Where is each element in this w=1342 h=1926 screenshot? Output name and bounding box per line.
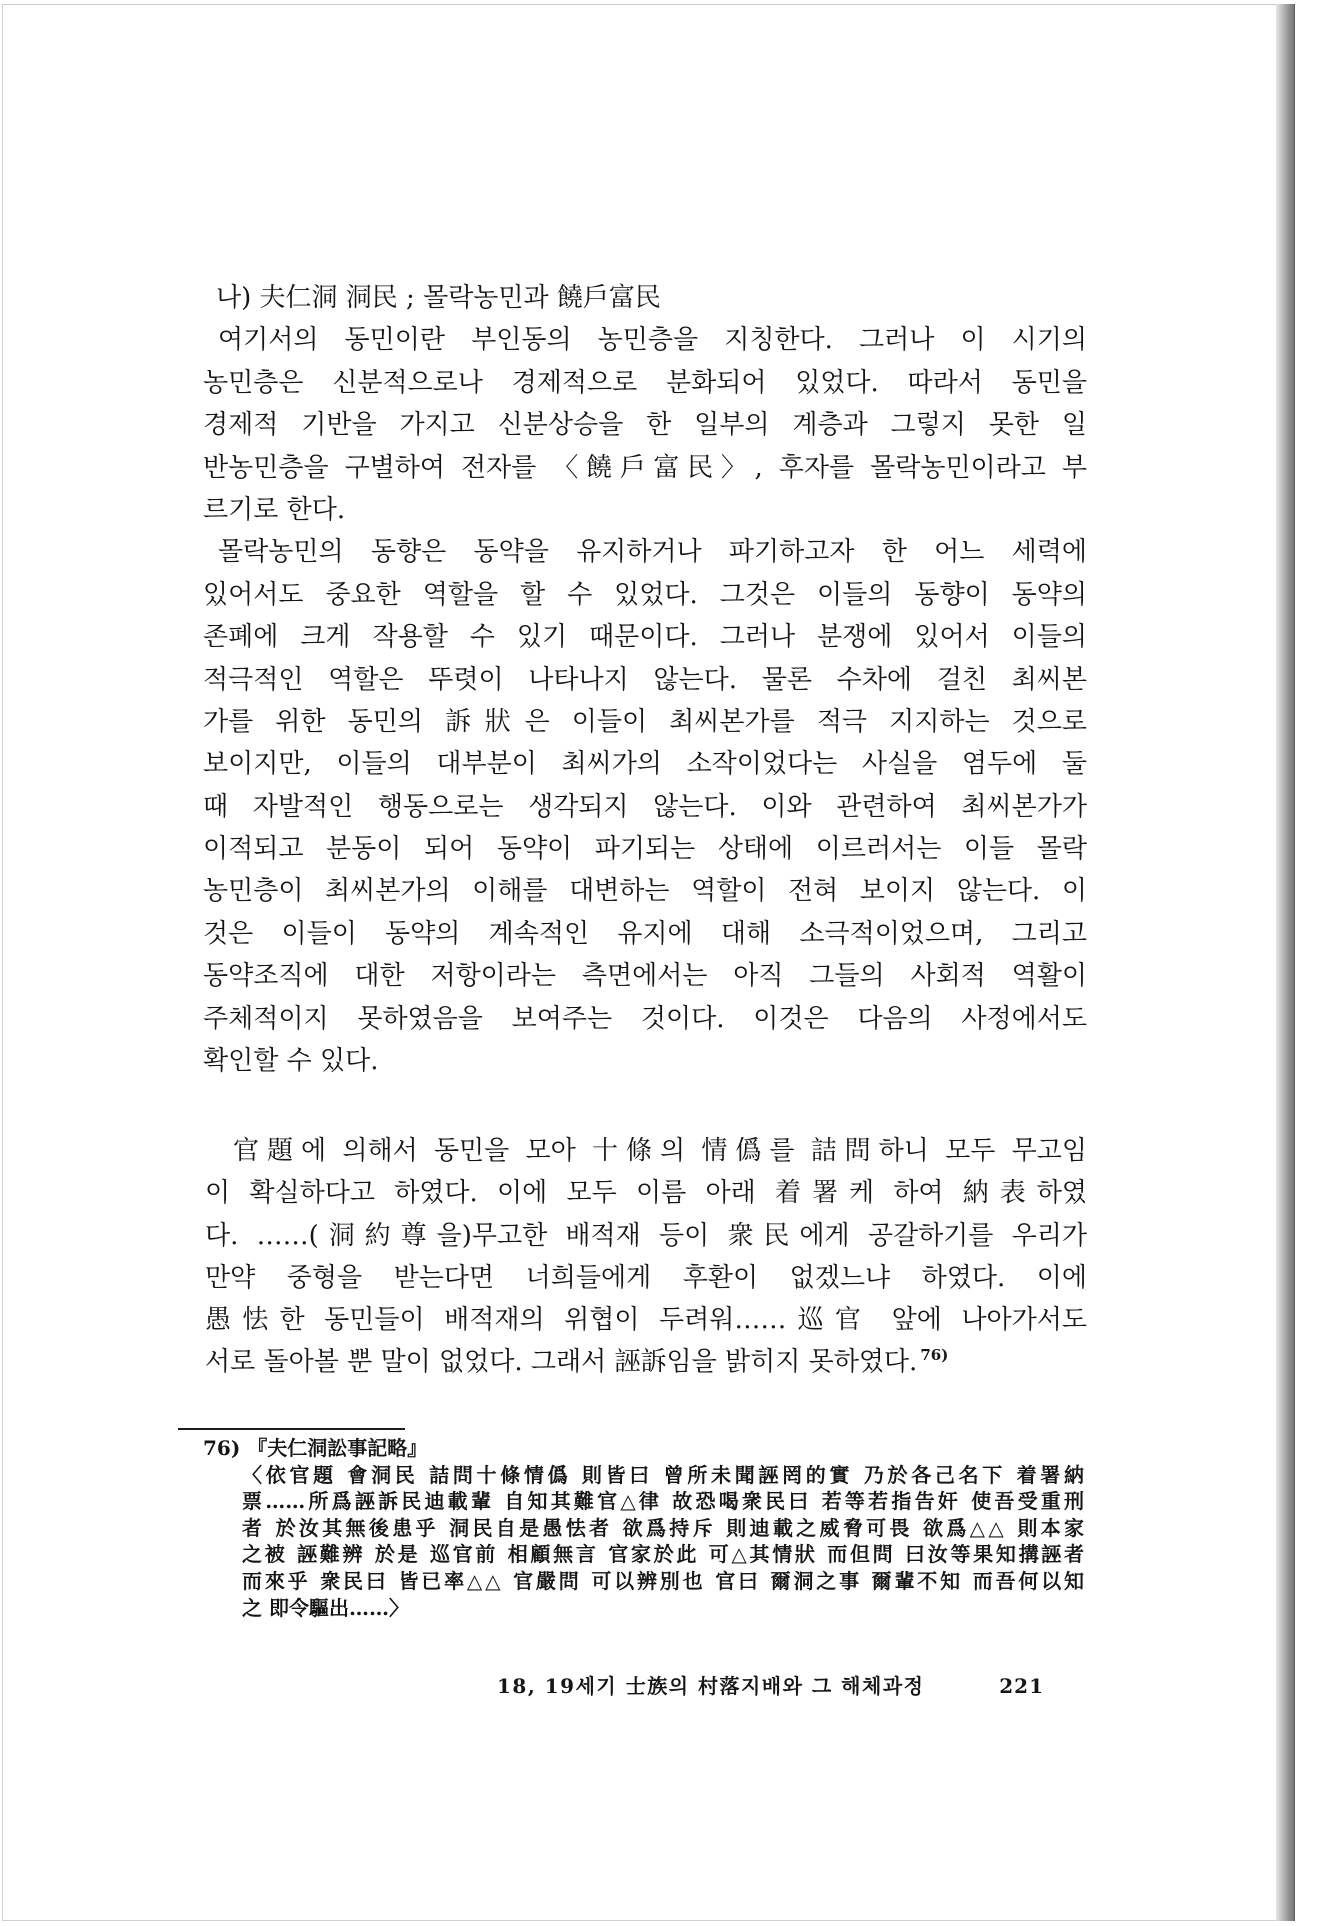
main-text: [203, 277, 1087, 1082]
page-edge-bottom: [2, 1920, 1278, 1921]
quote-line: 이 확실하다고 하였다. 이에 모두 이름 아래 着署케 하여 納表하였: [205, 1178, 1087, 1209]
running-footer: [497, 1672, 1044, 1700]
text-line: 있어서도 중요한 역할을 할 수 있었다. 그것은 이들의 동향이 동약의: [203, 579, 1087, 610]
quoted-passage: [205, 1130, 1087, 1384]
footnote: [203, 1435, 1084, 1621]
text-line: 주체적이지 못하였음을 보여주는 것이다. 이것은 다음의 사정에서도: [203, 1003, 1087, 1034]
footnote-title: 76) 『夫仁洞訟事記略』: [203, 1436, 428, 1460]
quote-line: 만약 중형을 받는다면 너희들에게 후환이 없겠느냐 하였다. 이에: [205, 1262, 1087, 1293]
section-heading: 나) 夫仁洞 洞民 ; 몰락농민과 饒戶富民: [216, 283, 661, 313]
paragraph: [203, 531, 1087, 1082]
page-edge-top: [2, 4, 1278, 5]
text-line: 농민층이 최씨본가의 이해를 대변하는 역할이 전혀 보이지 않는다. 이: [203, 876, 1087, 907]
text-line: 르기로 한다.: [203, 494, 346, 525]
paragraph: [203, 319, 1087, 531]
footnote-line: 之 即令驅出……〉: [242, 1595, 409, 1620]
running-title: 18, 19세기 士族의 村落지배와 그 해체과정: [497, 1674, 925, 1698]
footnote-line: 而來乎 衆民曰 皆已率△△ 官嚴問 可以辨別也 官曰 爾洞之事 爾輩不知 而吾何以知: [242, 1568, 1084, 1593]
footnote-line: 票……所爲誣訴民迪載輩 自知其難官△律 故恐喝衆民曰 若等若指告奸 使吾受重刑: [242, 1489, 1084, 1514]
text-line: 것은 이들이 동약의 계속적인 유지에 대해 소극적이었으며, 그리고: [203, 918, 1087, 949]
text-line: 몰락농민의 동향은 동약을 유지하거나 파기하고자 한 어느 세력에: [218, 537, 1087, 568]
text-line: 경제적 기반을 가지고 신분상승을 한 일부의 계층과 그렇지 못한 일: [203, 410, 1087, 441]
page-edge-right: [1294, 4, 1295, 1921]
text-line: 확인할 수 있다.: [203, 1046, 379, 1077]
page-edge-left: [2, 4, 3, 1920]
quote-line: 愚怯한 동민들이 배적재의 위협이 두려워……巡官 앞에 나아가서도: [205, 1305, 1088, 1336]
text-line: 여기서의 동민이란 부인동의 농민층을 지칭한다. 그러나 이 시기의: [218, 325, 1087, 356]
text-line: 가를 위한 동민의 訴狀은 이들이 최씨본가를 적극 지지하는 것으로: [203, 706, 1087, 737]
quote-line: 官題에 의해서 동민을 모아 十條의 情僞를 詰問하니 모두 무고임: [233, 1136, 1087, 1166]
text-line: 반농민층을 구별하여 전자를 〈饒戶富民〉, 후자를 몰락농민이라고 부: [203, 452, 1087, 483]
text-line: 동약조직에 대한 저항이라는 측면에서는 아직 그들의 사회적 역활이: [203, 961, 1087, 992]
text-line: 이적되고 분동이 되어 동약이 파기되는 상태에 이르러서는 이들 몰락: [203, 834, 1087, 865]
text-line: 적극적인 역할은 뚜렷이 나타나지 않는다. 물론 수차에 걸친 최씨본: [203, 664, 1087, 695]
footnote-line: 之被 誣難辨 於是 巡官前 相顧無言 官家於此 可△其情狀 而但問 曰汝等果知搆誣者: [242, 1542, 1084, 1567]
quote-line: 다. ……(洞約尊을)무고한 배적재 등이 衆民에게 공갈하기를 우리가: [205, 1220, 1087, 1251]
text-line: 농민층은 신분적으로나 경제적으로 분화되어 있었다. 따라서 동민을: [203, 367, 1087, 398]
page-binding-shadow: [1276, 4, 1294, 1921]
page-number: 221: [999, 1674, 1044, 1698]
quote-line-last: [205, 1341, 1087, 1383]
quote-line-text: 서로 돌아볼 뿐 말이 없었다. 그래서 誣訴임을 밝히지 못하였다.: [205, 1347, 918, 1378]
footnote-line: 〈依官題 會洞民 詰問十條情僞 則皆曰 曾所未聞誣罔的實 乃於各己名下 着署納: [242, 1462, 1084, 1487]
footnote-reference: 76): [920, 1346, 949, 1365]
footnote-rule: [178, 1428, 405, 1430]
text-line: 때 자발적인 행동으로는 생각되지 않는다. 이와 관련하여 최씨본가가: [203, 791, 1087, 822]
text-line: 보이지만, 이들의 대부분이 최씨가의 소작이었다는 사실을 염두에 둘: [203, 749, 1087, 780]
text-line: 존폐에 크게 작용할 수 있기 때문이다. 그러나 분쟁에 있어서 이들의: [203, 622, 1087, 653]
footnote-line: 者 於汝其無後患乎 洞民自是愚怯者 欲爲持斥 則迪載之威脅可畏 欲爲△△ 則本家: [242, 1515, 1084, 1540]
